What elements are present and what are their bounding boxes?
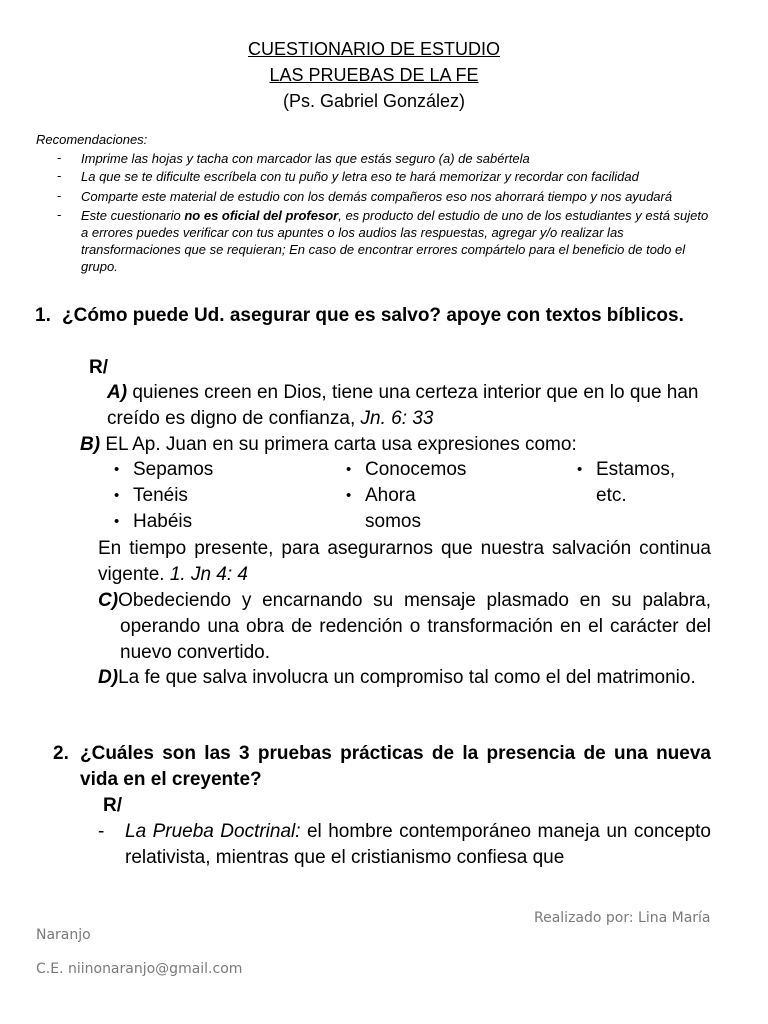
q2-p1-label: La Prueba Doctrinal: <box>125 821 301 842</box>
q2-dash: - <box>98 821 105 842</box>
document-title: CUESTIONARIO DE ESTUDIO <box>247 39 501 59</box>
footer-credit-name: Naranjo <box>36 927 91 943</box>
bullet-dot: • <box>114 513 120 530</box>
q1-present-ref: 1. Jn 4: 4 <box>169 564 248 585</box>
q1-answer-a <box>80 380 738 432</box>
bullet-item: Sepamos <box>133 459 214 480</box>
rec-dash-2: - <box>57 168 62 183</box>
bullet-dot: • <box>114 487 120 504</box>
bullet-item: Tenéis <box>133 485 188 506</box>
q1-c-text: Obedeciendo y encarnando su mensaje plasmado en su palabra, operando una obra de redención o transformación en el carácter del nuevo convertido. <box>118 590 711 663</box>
q2-answer-doctrinal <box>125 819 711 871</box>
q1-a-label: A) <box>107 382 128 403</box>
q1-present-text: En tiempo presente, para asegurarnos que nuestra salvación continua vigente. <box>98 538 711 585</box>
rec-dash-4: - <box>57 207 62 222</box>
rec-item-2: La que se te dificulte escríbela con tu puño y letra eso te hará memorizar y recordar con facilidad <box>81 169 639 184</box>
recommendations-heading: Recomendaciones: <box>36 132 148 147</box>
footer-email: C.E. niinonaranjo@gmail.com <box>36 961 243 977</box>
q2-p1-text: el hombre contemporáneo maneja un concepto relativista, mientras que el cristianismo confiesa que <box>125 821 711 868</box>
q1-number: 1. <box>35 305 51 326</box>
bullet-item: Habéis <box>133 511 193 532</box>
rec-item-1: Imprime las hojas y tacha con marcador las que estás seguro (a) de sabértela <box>81 151 530 166</box>
q2-question: ¿Cuáles son las 3 pruebas prácticas de la presencia de una nueva vida en el creyente? <box>80 743 711 790</box>
q1-b-text: EL Ap. Juan en su primera carta usa expresiones como: <box>100 434 577 455</box>
bullet-dot: • <box>346 487 352 504</box>
q1-answer-d <box>98 665 711 691</box>
q1-question: ¿Cómo puede Ud. asegurar que es salvo? apoye con textos bíblicos. <box>62 305 684 326</box>
bullet-dot: • <box>114 461 120 478</box>
rec-item-4-post: , es producto del estudio de uno de los estudiantes y está sujeto a errores puedes verificar con tus apuntes o los audios las respuestas, agregar y/o realizar las transformaciones que se requieran; En caso de encontrar errores compártelo para el beneficio de todo el grupo. <box>81 208 709 274</box>
q1-b-label: B) <box>80 434 101 455</box>
rec-item-4-bold: no es oficial del profesor <box>184 208 339 223</box>
rec-item-4 <box>81 207 711 275</box>
document-author: (Ps. Gabriel González) <box>282 91 466 111</box>
rec-item-3: Comparte este material de estudio con los demás compañeros eso nos ahorrará tiempo y nos ayudará <box>81 189 673 204</box>
rec-item-4-pre: Este cuestionario <box>81 208 185 223</box>
q1-answer-marker: R/ <box>89 357 108 378</box>
q1-answer-c <box>98 588 711 666</box>
q1-a-ref: Jn. 6: 33 <box>360 408 434 429</box>
q1-a-text: quienes creen en Dios, tiene una certeza interior que en lo que han creído es digno de confianza, <box>107 382 699 429</box>
bullet-item: Conocemos <box>365 459 467 480</box>
q1-c-label: C) <box>98 590 119 611</box>
bullet-item: Estamos, etc. <box>596 459 676 506</box>
rec-dash-3: - <box>57 188 62 203</box>
q1-answer-b <box>80 432 711 458</box>
q1-d-label: D) <box>98 667 119 688</box>
document-subtitle: LAS PRUEBAS DE LA FE <box>269 65 479 85</box>
bullet-item: Ahora somos <box>365 485 421 532</box>
bullet-dot: • <box>346 461 352 478</box>
q2-number: 2. <box>53 743 69 764</box>
footer-credit: Realizado por: Lina María <box>534 910 711 926</box>
q2-answer-marker: R/ <box>103 795 122 816</box>
q1-present-tense-note <box>98 536 711 588</box>
q1-d-text: La fe que salva involucra un compromiso tal como el del matrimonio. <box>118 667 696 688</box>
rec-dash-1: - <box>57 150 62 165</box>
bullet-dot: • <box>577 461 583 478</box>
